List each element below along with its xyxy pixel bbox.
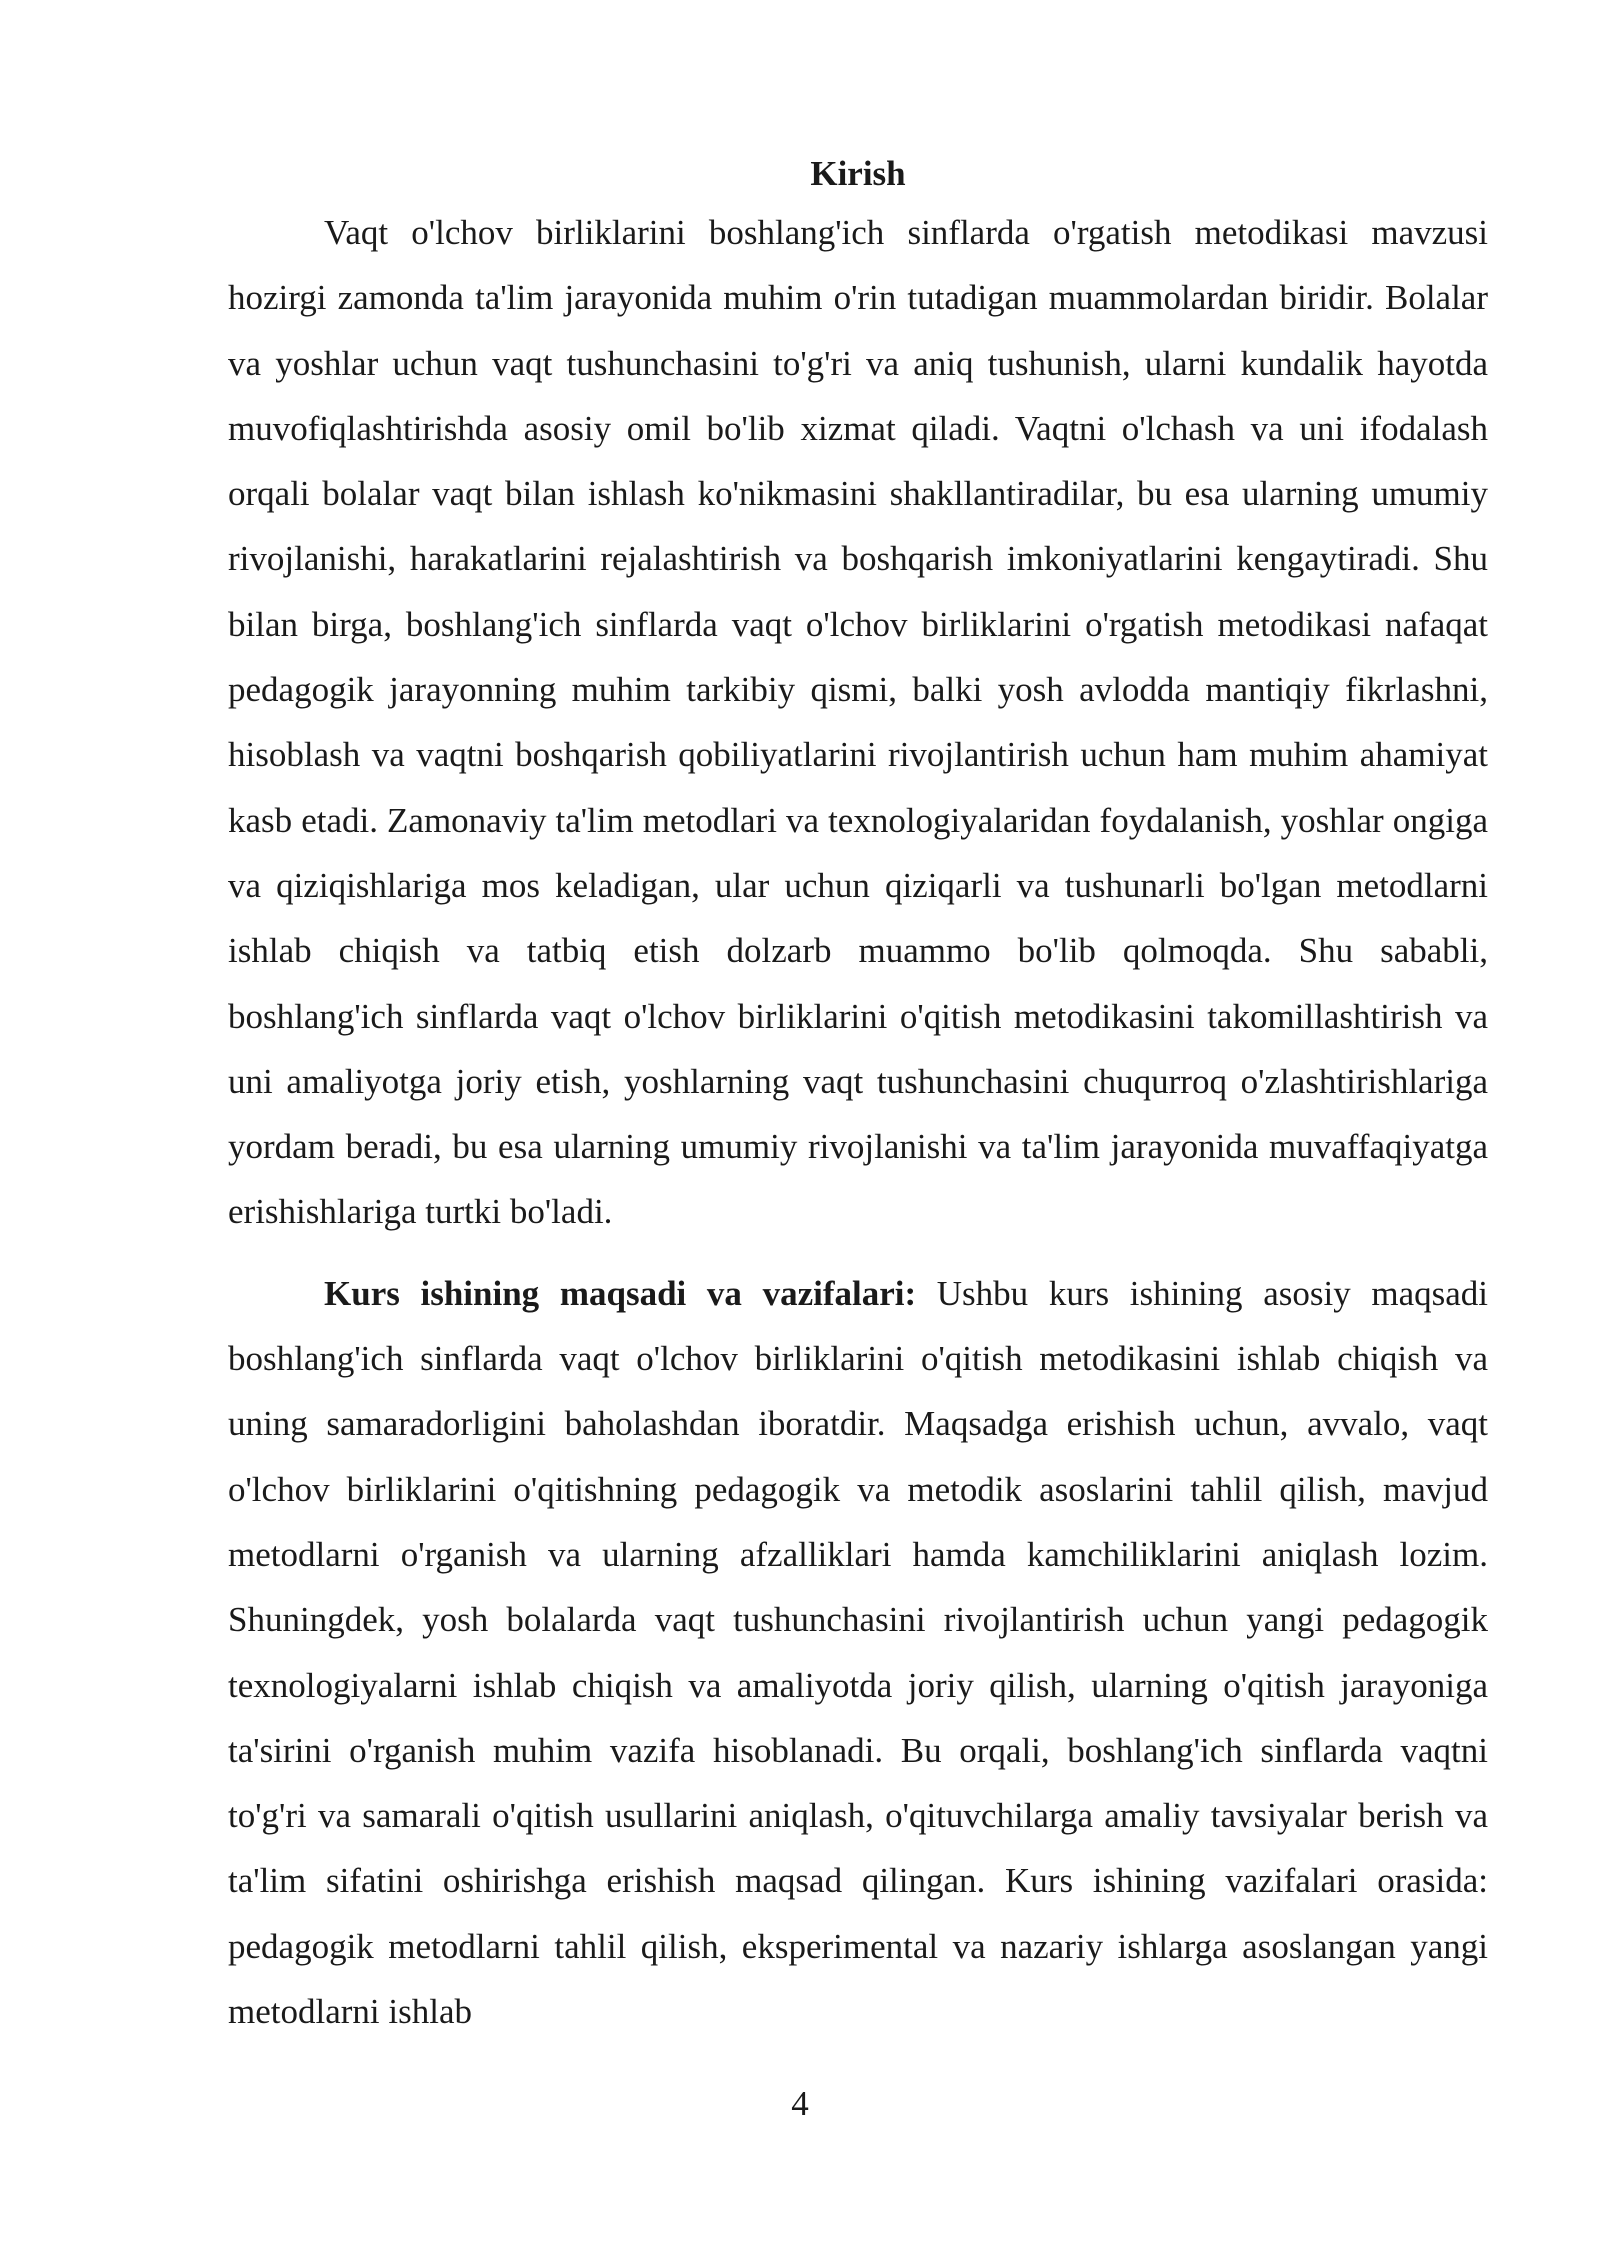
page-number: 4 xyxy=(791,2084,809,2123)
goals-paragraph xyxy=(228,1261,1488,2045)
goals-body-text: Ushbu kurs ishining asosiy maqsadi boshlang'ich sinflarda vaqt o'lchov birliklarini o'qitish metodikasini ishlab chiqish va uning samaradorligini baholashdan iboratdir. Maqsadga erishish uchun, avvalo, vaqt o'lchov birliklarini o'qitishning pedagogik va metodik asoslarini tahlil qilish, mavjud metodlarni o'rganish va ularning afzalliklari hamda kamchiliklarini aniqlash lozim. Shuningdek, yosh bolalarda vaqt tushunchasini rivojlantirish uchun yangi pedagogik texnologiyalarni ishlab chiqish va amaliyotda joriy qilish, ularning o'qitish jarayoniga ta'sirini o'rganish muhim vazifa hisoblanadi. Bu orqali, boshlang'ich sinflarda vaqtni to'g'ri va samarali o'qitish usullarini aniqlash, o'qituvchilarga amaliy tavsiyalar berish va ta'lim sifatini oshirishga erishish maqsad qilingan. Kurs ishining vazifalari orasida: pedagogik metodlarni tahlil qilish, eksperimental va nazariy ishlarga asoslangan yangi metodlarni ishlab xyxy=(228,1273,1488,2032)
goals-lead-text: Kurs ishining maqsadi va vazifalari: xyxy=(324,1273,917,1313)
page-content xyxy=(228,148,1488,2044)
intro-paragraph: Vaqt o'lchov birliklarini boshlang'ich sinflarda o'rgatish metodikasi mavzusi hozirgi zamonda ta'lim jarayonida muhim o'rin tutadigan muammolardan biridir. Bolalar va yoshlar uchun vaqt tushunchasini to'g'ri va aniq tushunish, ularni kundalik hayotda muvofiqlashtirishda asosiy omil bo'lib xizmat qiladi. Vaqtni o'lchash va uni ifodalash orqali bolalar vaqt bilan ishlash ko'nikmasini shakllantiradilar, bu esa ularning umumiy rivojlanishi, harakatlarini rejalashtirish va boshqarish imkoniyatlarini kengaytiradi. Shu bilan birga, boshlang'ich sinflarda vaqt o'lchov birliklarini o'rgatish metodikasi nafaqat pedagogik jarayonning muhim tarkibiy qismi, balki yosh avlodda mantiqiy fikrlashni, hisoblash va vaqtni boshqarish qobiliyatlarini rivojlantirish uchun ham muhim ahamiyat kasb etadi. Zamonaviy ta'lim metodlari va texnologiyalaridan foydalanish, yoshlar ongiga va qiziqishlariga mos keladigan, ular uchun qiziqarli va tushunarli bo'lgan metodlarni ishlab chiqish va tatbiq etish dolzarb muammo bo'lib qolmoqda. Shu sababli, boshlang'ich sinflarda vaqt o'lchov birliklarini o'qitish metodikasini takomillashtirish va uni amaliyotga joriy etish, yoshlarning vaqt tushunchasini chuqurroq o'zlashtirishlariga yordam beradi, bu esa ularning umumiy rivojlanishi va ta'lim jarayonida muvaffaqiyatga erishishlariga turtki bo'ladi. xyxy=(228,213,1488,1232)
section-heading: Kirish xyxy=(810,154,906,193)
